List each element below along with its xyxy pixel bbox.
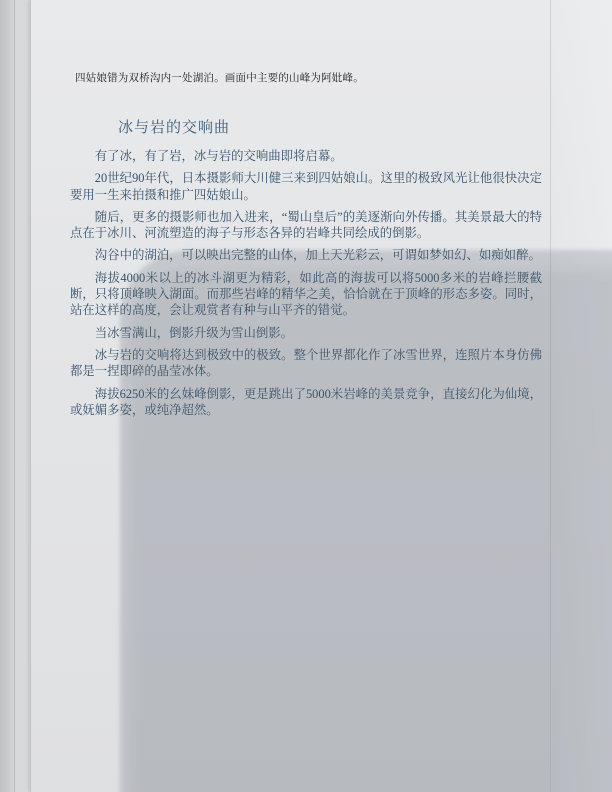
paragraph: 随后，更多的摄影师也加入进来，“蜀山皇后”的美逐渐向外传播。其美景最大的特点在于冰川、河流塑造的海子与形态各异的岩峰共同绘成的倒影。 bbox=[70, 209, 542, 241]
paragraph: 当冰雪满山，倒影升级为雪山倒影。 bbox=[94, 325, 294, 340]
paragraph: 有了冰，有了岩，冰与岩的交响曲即将启幕。 bbox=[94, 149, 343, 163]
section-title: 冰与岩的交响曲 bbox=[118, 120, 231, 136]
photo-caption: 四姑娘错为双桥沟内一处湖泊。画面中主要的山峰为阿妣峰。 bbox=[75, 73, 364, 84]
hand-shadow bbox=[120, 250, 612, 792]
paragraph: 海拔6250米的幺妹峰倒影，更是跳出了5000米岩峰的美景竞争，直接幻化为仙境，或妩媚多姿，或纯净超然。 bbox=[70, 386, 542, 417]
paragraph: 冰与岩的交响将达到极致中的极致。整个世界都化作了冰雪世界，连照片本身仿佛都是一捏即碎的晶莹冰体。 bbox=[70, 347, 542, 379]
paragraph: 海拔4000米以上的冰斗湖更为精彩，如此高的海拔可以将5000多米的岩峰拦腰截断，只将顶峰映入湖面。而那些岩峰的精华之美，恰恰就在于顶峰的形态多姿。同时，站在这样的高度，会让观赏者有种与山平齐的错觉。 bbox=[70, 270, 542, 318]
paragraph: 20世纪90年代，日本摄影师大川健三来到四姑娘山。这里的极致风光让他很快决定要用一生来拍摄和推广四姑娘山。 bbox=[70, 171, 542, 202]
paragraph: 沟谷中的湖泊，可以映出完整的山体，加上天光彩云，可谓如梦如幻、如痴如醉。 bbox=[94, 248, 541, 263]
